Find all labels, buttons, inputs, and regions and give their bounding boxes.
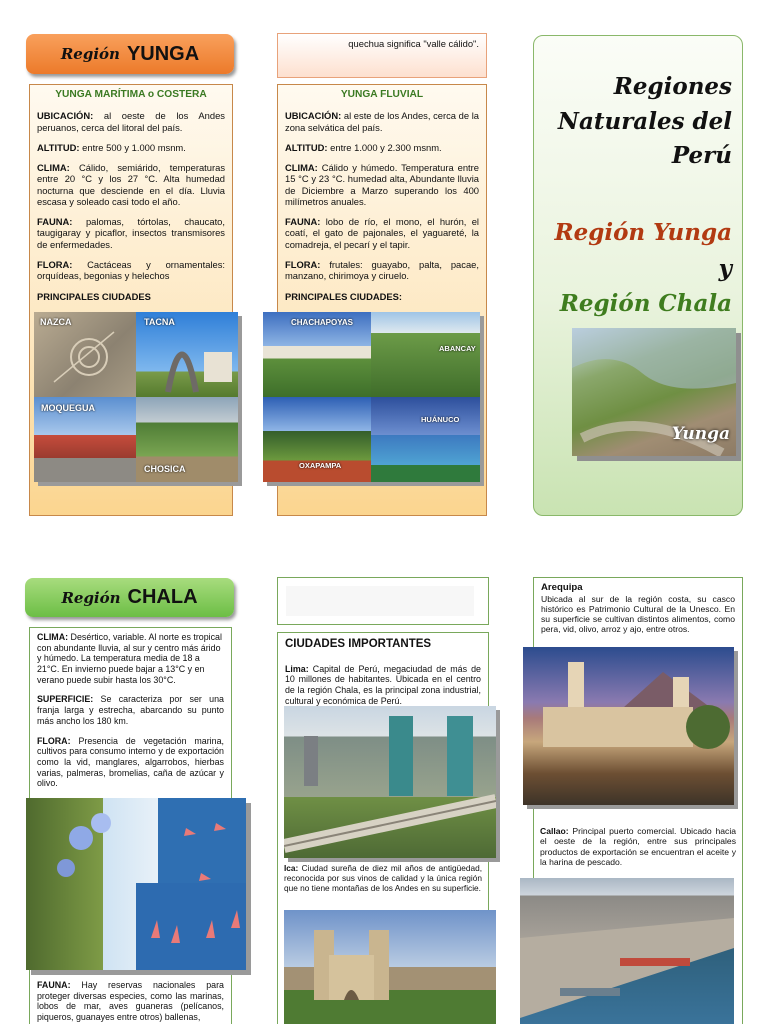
ica-photo — [284, 910, 496, 1024]
cover-title-line-3: Perú — [671, 142, 732, 169]
chala-fauna: FAUNA: Hay reservas nacionales para proteger diversas especies, como las marinas, lobos de mar, aves guaneras (pelícanos, piqueros, guanayes entre otros) ballenas, — [37, 980, 224, 1023]
arequipa-text: Ubicada al sur de la región costa, su casco histórico es Patrimonio Cultural de la Unesco. En su superficie se cultivan distintos alimentos, como pera, vid, olivo, arroz y ajo, entre otros. — [541, 593, 735, 635]
blank-header-box — [277, 577, 489, 625]
callao-box — [533, 826, 743, 874]
city-label-huanuco: HUÁNUCO — [421, 415, 460, 424]
chala-banner-italic: Región — [61, 588, 121, 607]
ciudades-heading: CIUDADES IMPORTANTES — [285, 638, 432, 650]
city-label-oxapampa: OXAPAMPA — [299, 461, 342, 470]
nazca-photo — [34, 312, 136, 397]
fluvial-ubicacion: UBICACIÓN: al este de los Andes, cerca de la zona selvática del país. — [285, 110, 479, 133]
yunga-banner-title: YUNGA — [126, 42, 200, 65]
fluvial-intro-box — [277, 33, 487, 78]
fluvial-altitud: ALTITUD: entre 1.000 y 2.300 msnm. — [285, 141, 442, 153]
fluvial-clima: CLIMA: Cálido y húmedo. Temperatura entre 15 °C y 23 °C. humedad alta, Abundante lluvia de Diciembre a Marzo superando los 400 milímetros anuales. — [285, 162, 479, 207]
maritima-photo-collage — [34, 312, 238, 482]
huanuco-photo — [371, 397, 480, 482]
city-label-chosica: CHOSICA — [144, 464, 186, 474]
chala-flora: FLORA: Presencia de vegetación marina, cultivos para consumo interno y de exportación como la vid, manglares, algarrobos, hierbas varias, palmeras, bromelias, caña de azúcar y olivo. — [37, 735, 224, 789]
cover-title-line-2: Naturales del — [557, 107, 732, 135]
lima-photo — [284, 706, 496, 858]
ica-box — [277, 864, 489, 908]
maritima-ciudades-label: PRINCIPALES CIUDADES — [37, 290, 151, 302]
cover-subtitle-yunga: Región Yunga — [554, 219, 732, 246]
oxapampa-photo — [263, 397, 371, 482]
cover-subtitle-line-1 — [540, 215, 732, 286]
chala-flamingo-photo — [26, 798, 246, 970]
maritima-altitud: ALTITUD: entre 500 y 1.000 msnm. — [37, 141, 186, 153]
city-label-abancay: ABANCAY — [439, 344, 476, 353]
maritima-ubicacion: UBICACIÓN: al oeste de los Andes peruanos, cerca del litoral del país. — [37, 110, 225, 133]
fluvial-ciudades-label: PRINCIPALES CIUDADES: — [285, 290, 403, 302]
fluvial-photo-collage — [263, 312, 480, 482]
blank-header-inner — [286, 586, 474, 616]
city-label-tacna: TACNA — [144, 317, 175, 327]
lima-text: Lima: Capital de Perú, megaciudad de más de 10 millones de habitantes. Ubicada en el centro de la región Chala, es la principal zona industrial, cultural y económica de Perú. — [285, 663, 481, 706]
cover-title — [540, 70, 732, 174]
chala-banner — [25, 578, 234, 617]
callao-photo — [520, 878, 734, 1024]
tacna-photo — [136, 312, 238, 397]
chala-clima: CLIMA: Desértico, variable. Al norte es tropical con abundante lluvia, al sur y centro más árido y húmedo. La temperatura media de 18 a 21°C. En invierno puede bajar a 13°C y en verano puede subir hasta los 30°C. — [37, 632, 222, 685]
yunga-fluvial-heading: YUNGA FLUVIAL — [340, 89, 424, 100]
fluvial-flora: FLORA: frutales: guayabo, palta, pacae, manzano, chirimoya y ciruelo. — [285, 259, 479, 282]
yunga-banner — [26, 34, 234, 74]
maritima-clima: CLIMA: Cálido, semiárido, temperaturas entre 20 °C y los 27 °C. Alta humedad nocturna que desciende en el día. Lluvia escasa y soleado casi todo el año. — [37, 162, 226, 207]
city-label-nazca: NAZCA — [40, 317, 72, 327]
cover-photo-label: Yunga — [671, 424, 730, 444]
abancay-photo — [371, 312, 480, 397]
chachapoyas-photo — [263, 312, 371, 397]
chala-banner-title: CHALA — [127, 586, 198, 608]
callao-text: Callao: Principal puerto comercial. Ubicado hacia el oeste de la región, entre sus principales productos de exportación se encuentran el aceite y la harina de pescado. — [540, 826, 737, 867]
city-label-chachapoyas: CHACHAPOYAS — [291, 318, 353, 327]
chosica-photo — [136, 397, 238, 482]
cover-subtitle-chala: Región Chala — [559, 290, 732, 318]
arequipa-photo — [523, 647, 734, 805]
ica-text: Ica: Ciudad sureña de diez mil años de antigüedad, reconocida por sus vinos de calidad y la única región que no tiene montañas de los Andes en su superficie. — [284, 863, 483, 893]
arequipa-heading: Arequipa — [541, 582, 583, 593]
yunga-maritima-heading: YUNGA MARÍTIMA o COSTERA — [55, 89, 207, 100]
yunga-banner-italic: Región — [60, 45, 120, 63]
cover-subtitle-and: y — [718, 254, 732, 282]
fluvial-fauna: FAUNA: lobo de río, el mono, el hurón, el coatí, el gato de pajonales, el yaguareté, la comadreja, el pecarí y el tapir. — [285, 216, 479, 250]
chala-superficie: SUPERFICIE: Se caracteriza por ser una franja larga y estrecha, abarcando su punto más ancho los 180 km. — [37, 694, 224, 726]
maritima-flora: FLORA: Cactáceas y ornamentales: orquídeas, begonias y helechos — [37, 259, 225, 282]
moquegua-photo — [34, 397, 136, 482]
cover-yunga-photo — [572, 328, 736, 456]
city-label-moquegua: MOQUEGUA — [41, 403, 95, 413]
maritima-fauna: FAUNA: palomas, tórtolas, chaucato, taugigaray y picaflor, insectos transmisores de enfermedades. — [37, 216, 225, 250]
fluvial-intro-text: quechua significa "valle cálido". — [348, 38, 479, 49]
chala-fauna-box — [29, 976, 232, 1024]
cover-subtitle — [540, 215, 732, 322]
cover-title-line-1: Regiones — [613, 73, 732, 100]
